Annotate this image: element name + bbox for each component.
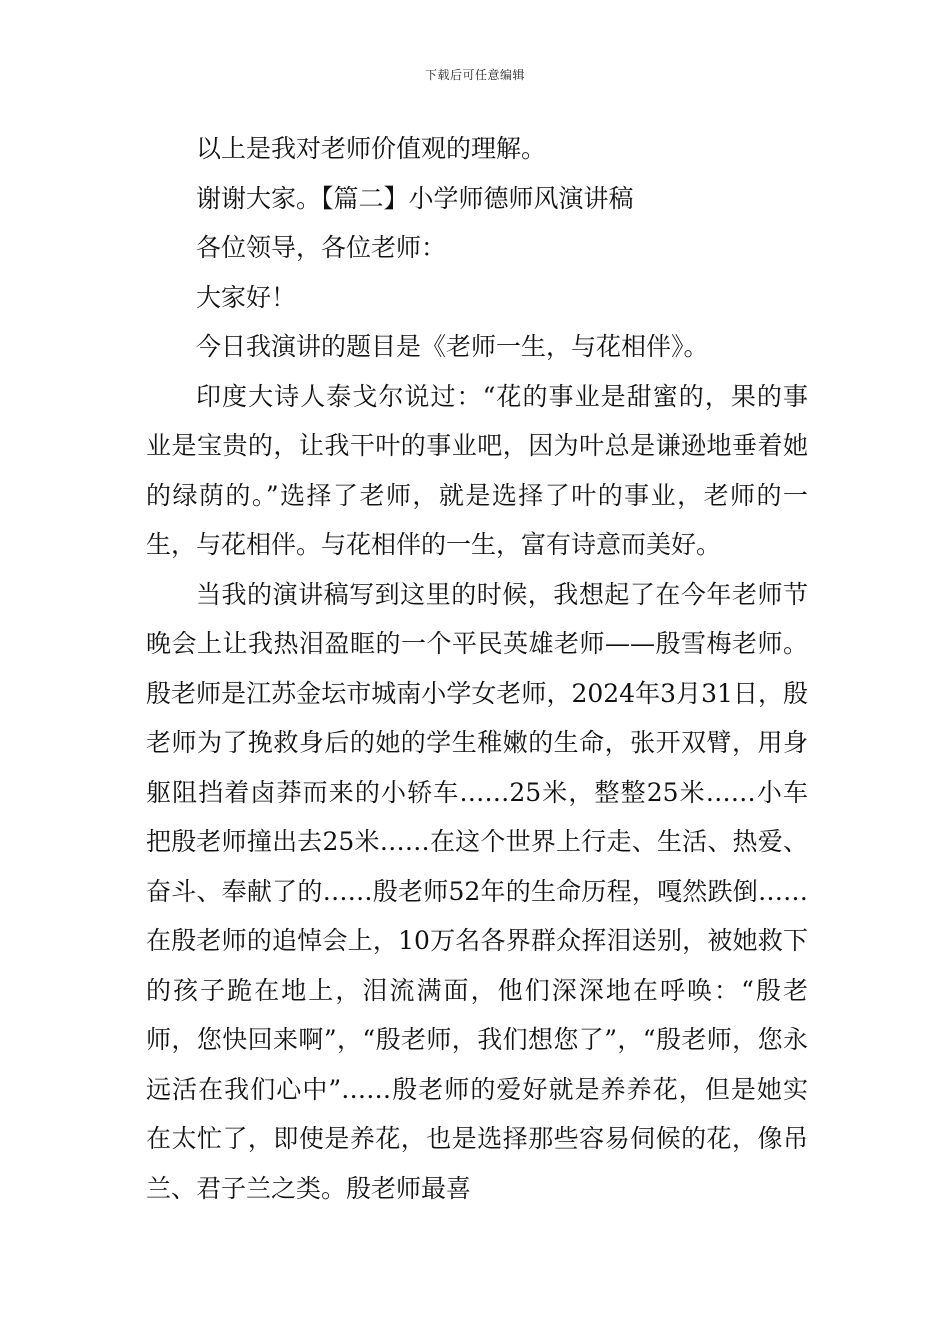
- paragraph-thanks-title: 谢谢大家。【篇二】小学师德师风演讲稿: [196, 183, 634, 213]
- paragraph-topic: 今日我演讲的题目是《老师一生，与花相伴》。: [196, 332, 709, 361]
- paragraph-greeting: 大家好！: [196, 282, 297, 312]
- paragraph-closing: 以上是我对老师价值观的理解。: [196, 134, 547, 163]
- page-header: 下载后可任意编辑: [424, 68, 525, 82]
- paragraph-yin-xuemei-story: 当我的演讲稿写到这里的时候，我想起了在今年老师节晚会上让我热泪盈眶的一个平民英雄老师——殷雪梅老师。殷老师是江苏金坛市城南小学女老师，2024年3月31日，殷老师为了挽救身后的她的学生稚嫩的生命，张开双臂，用身躯阻挡着卤莽而来的小轿车……25米，整整25米……小车把殷老师撞出去25米……在这个世界上行走、生活、热爱、奋斗、奉献了的……殷老师52年的生命历程，嘎然跌倒……在殷老师的追悼会上，10万名各界群众挥泪送别，被她救下的孩子跪在地上，泪流满面，他们深深地在呼唤：“殷老师，您快回来啊”，“殷老师，我们想您了”，“殷老师，您永远活在我们心中”……殷老师的爱好就是养养花，但是她实在太忙了，即使是养花，也是选择那些容易伺候的花，像吊兰、君子兰之类。殷老师最喜: [146, 579, 808, 1203]
- document-body: [146, 124, 808, 1213]
- paragraph-tagore-quote: 印度大诗人泰戈尔说过：“花的事业是甜蜜的，果的事业是宝贵的，让我干叶的事业吧，因为叶总是谦逊地垂着她的绿荫的。”选择了老师，就是选择了叶的事业，老师的一生，与花相伴。与花相伴的一生，富有诗意而美好。: [146, 381, 808, 559]
- paragraph-salutation: 各位领导，各位老师：: [196, 233, 447, 262]
